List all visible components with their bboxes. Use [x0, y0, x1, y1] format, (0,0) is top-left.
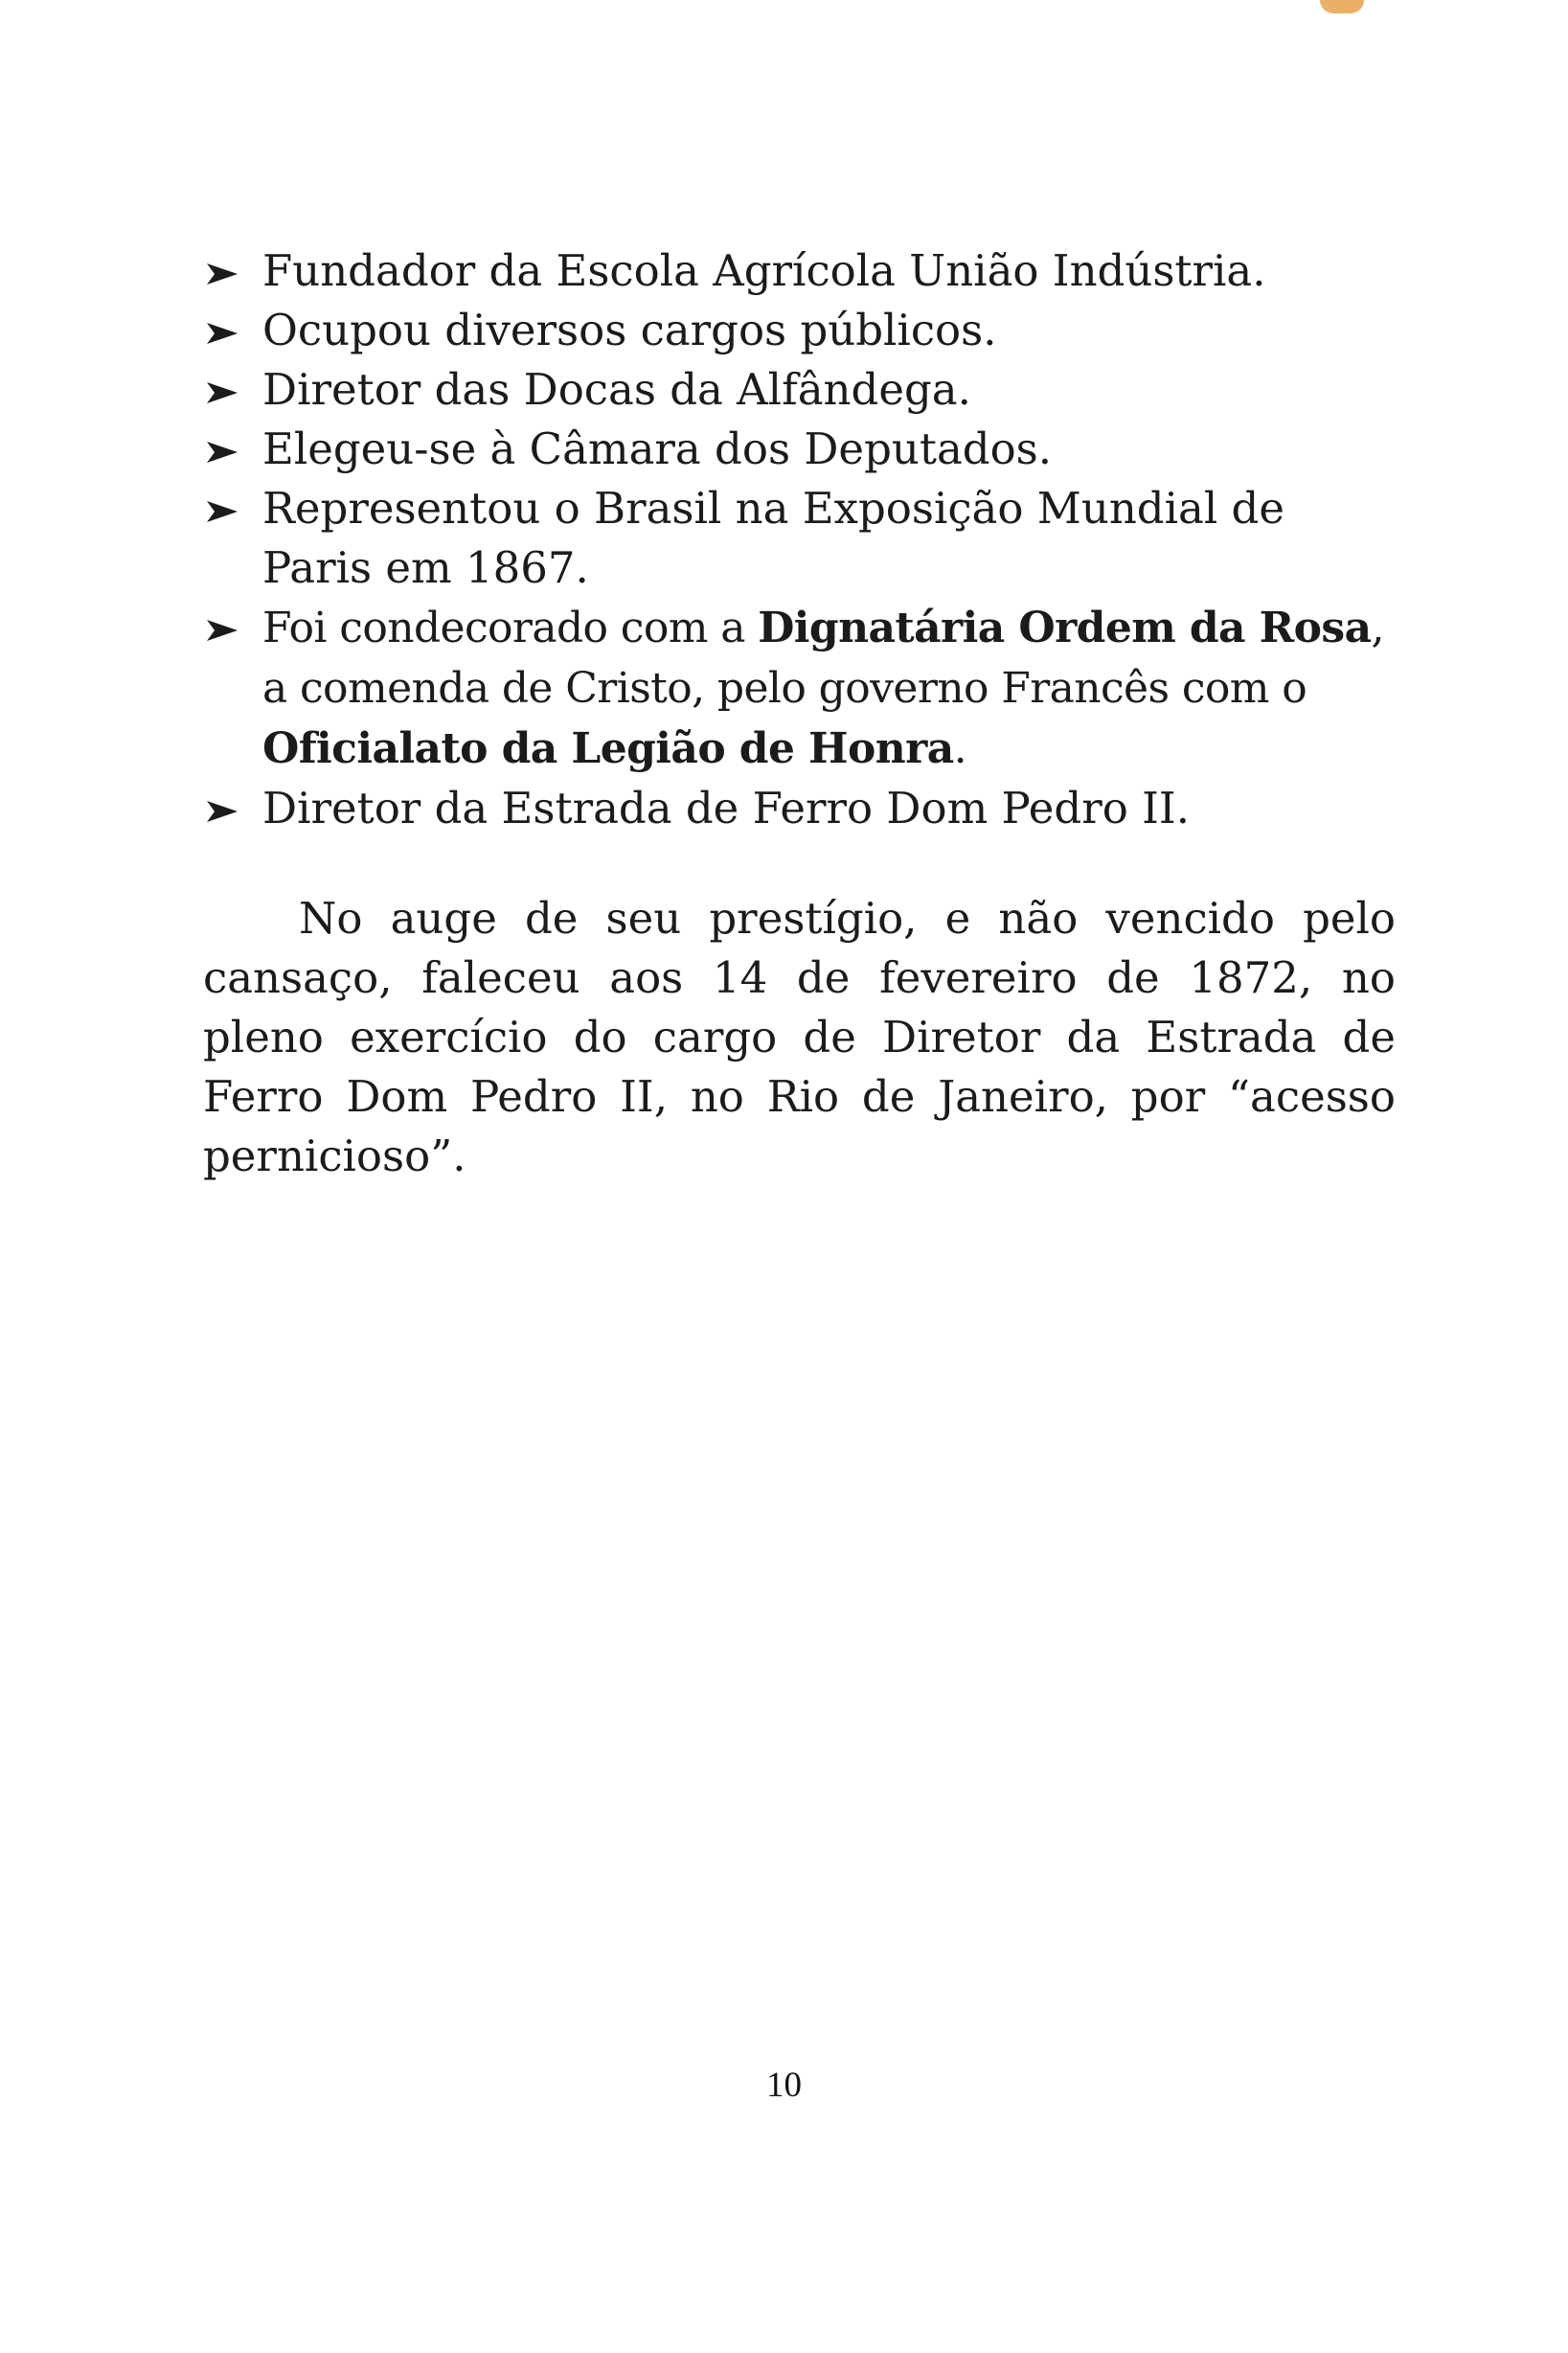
list-item-text: Diretor da Estrada de Ferro Dom Pedro II.	[262, 783, 1191, 834]
list-item-text	[262, 604, 1384, 773]
arrow-right-icon	[203, 439, 241, 466]
body-paragraph	[203, 889, 1396, 1186]
list-item	[203, 420, 1400, 479]
list-item	[203, 479, 1400, 598]
text-run: Foi condecorado com a	[262, 604, 759, 652]
paragraph-text: No auge de seu prestígio, e não vencido pelo cansaço, faleceu aos 14 de fevereiro de 1872, no pleno exercício do cargo de Diretor da Estrada de Ferro Dom Pedro II, no Rio de Janeiro, por “acesso pernicioso”.	[203, 893, 1396, 1181]
list-item	[203, 598, 1400, 779]
arrow-right-icon	[203, 617, 241, 644]
list-item	[203, 360, 1400, 420]
order-of-the-rose-emphasis: Dignatária Ordem da Rosa	[758, 604, 1372, 652]
arrow-right-icon	[203, 261, 241, 287]
list-item-text: Elegeu-se à Câmara dos Deputados.	[262, 423, 1053, 474]
arrow-right-icon	[203, 798, 241, 825]
arrow-right-icon	[203, 379, 241, 406]
list-item-text: Ocupou diversos cargos públicos.	[262, 305, 997, 355]
list-item-text: Diretor das Docas da Alfândega.	[262, 364, 971, 415]
page-number: 10	[766, 2066, 802, 2105]
list-item	[203, 779, 1400, 838]
list-item	[203, 241, 1400, 301]
legion-of-honour-emphasis: Oficialato da Legião de Honra	[262, 724, 954, 773]
paper-stain	[1320, 0, 1364, 13]
list-item-text: Fundador da Escola Agrícola União Indústria.	[262, 245, 1266, 296]
list-item-text: Representou o Brasil na Exposição Mundial de Paris em 1867.	[262, 483, 1284, 593]
arrow-right-icon	[203, 498, 241, 525]
list-item	[203, 301, 1400, 360]
bullet-list	[203, 241, 1400, 838]
text-run: .	[953, 724, 967, 773]
arrow-right-icon	[203, 320, 241, 347]
text-run: , a comenda de Cristo, pelo governo Francês com o	[262, 604, 1384, 713]
